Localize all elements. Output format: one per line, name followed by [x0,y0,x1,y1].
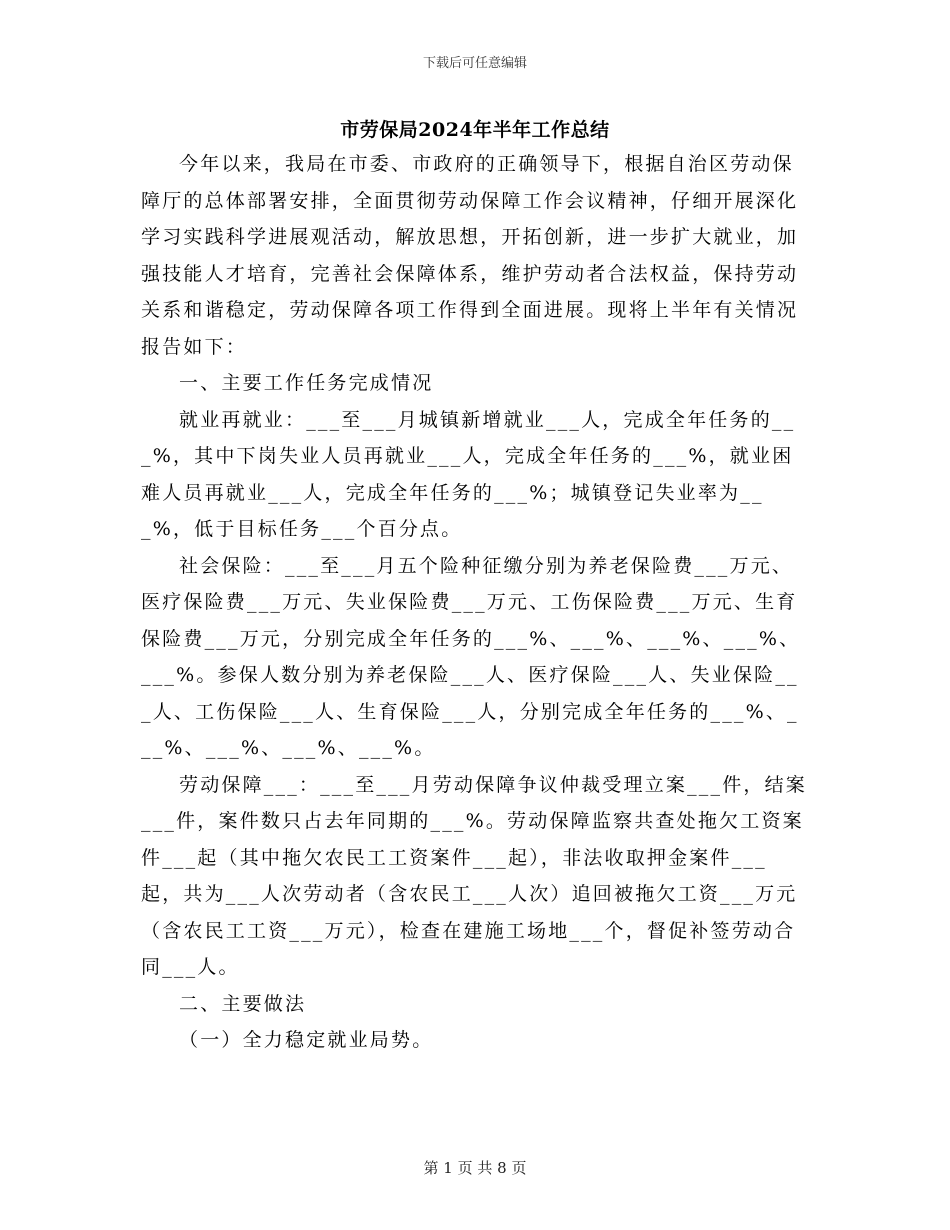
employment-paragraph: 就业再就业：___至___月城镇新增就业___人，完成全年任务的___%，其中下岗失业人员再就业___人，完成全年任务的___%，就业困难人员再就业___人，完成全年任务的___%；城镇登记失业率为___%，低于目标任务___个百分点。 [141,408,796,540]
social-insurance-paragraph: 社会保险：___至___月五个险种征缴分别为养老保险费___万元、医疗保险费___万元、失业保险费___万元、工伤保险费___万元、生育保险费___万元，分别完成全年任务的___%、___%、___%、___%、___%。参保人数分别为养老保险___人、医疗保险___人、失业保险___人、工伤保险___人、生育保险___人，分别完成全年任务的___%、___%、___%、___%、___%。 [141,554,801,759]
section-heading-1: 一、主要工作任务完成情况 [179,372,434,394]
subsection-heading-1: （一）全力稳定就业局势。 [179,1029,434,1051]
section-heading-2: 二、主要做法 [179,992,307,1015]
intro-paragraph: 今年以来，我局在市委、市政府的正确领导下，根据自治区劳动保障厅的总体部署安排，全面贯彻劳动保障工作会议精神，仔细开展深化学习实践科学进展观活动，解放思想，开拓创新，进一步扩大就业，加强技能人才培育，完善社会保障体系，维护劳动者合法权益，保持劳动关系和谐稳定，劳动保障各项工作得到全面进展。现将上半年有关情况报告如下： [141,153,799,358]
document-title: 市劳保局2024年半年工作总结 [340,119,610,141]
document-body [141,146,809,1059]
page-number: 第 1 页 共 8 页 [423,1159,527,1177]
labor-protection-paragraph: 劳动保障___：___至___月劳动保障争议仲裁受理立案___件，结案___件，案件数只占去年同期的___%。劳动保障监察共查处拖欠工资案件___起（其中拖欠农民工工资案件___起），非法收取押金案件___起，共为___人次劳动者（含农民工___人次）追回被拖欠工资___万元（含农民工工资___万元），检查在建施工场地___个，督促补签劳动合同___人。 [141,773,808,978]
header-note: 下载后可任意编辑 [422,56,527,71]
